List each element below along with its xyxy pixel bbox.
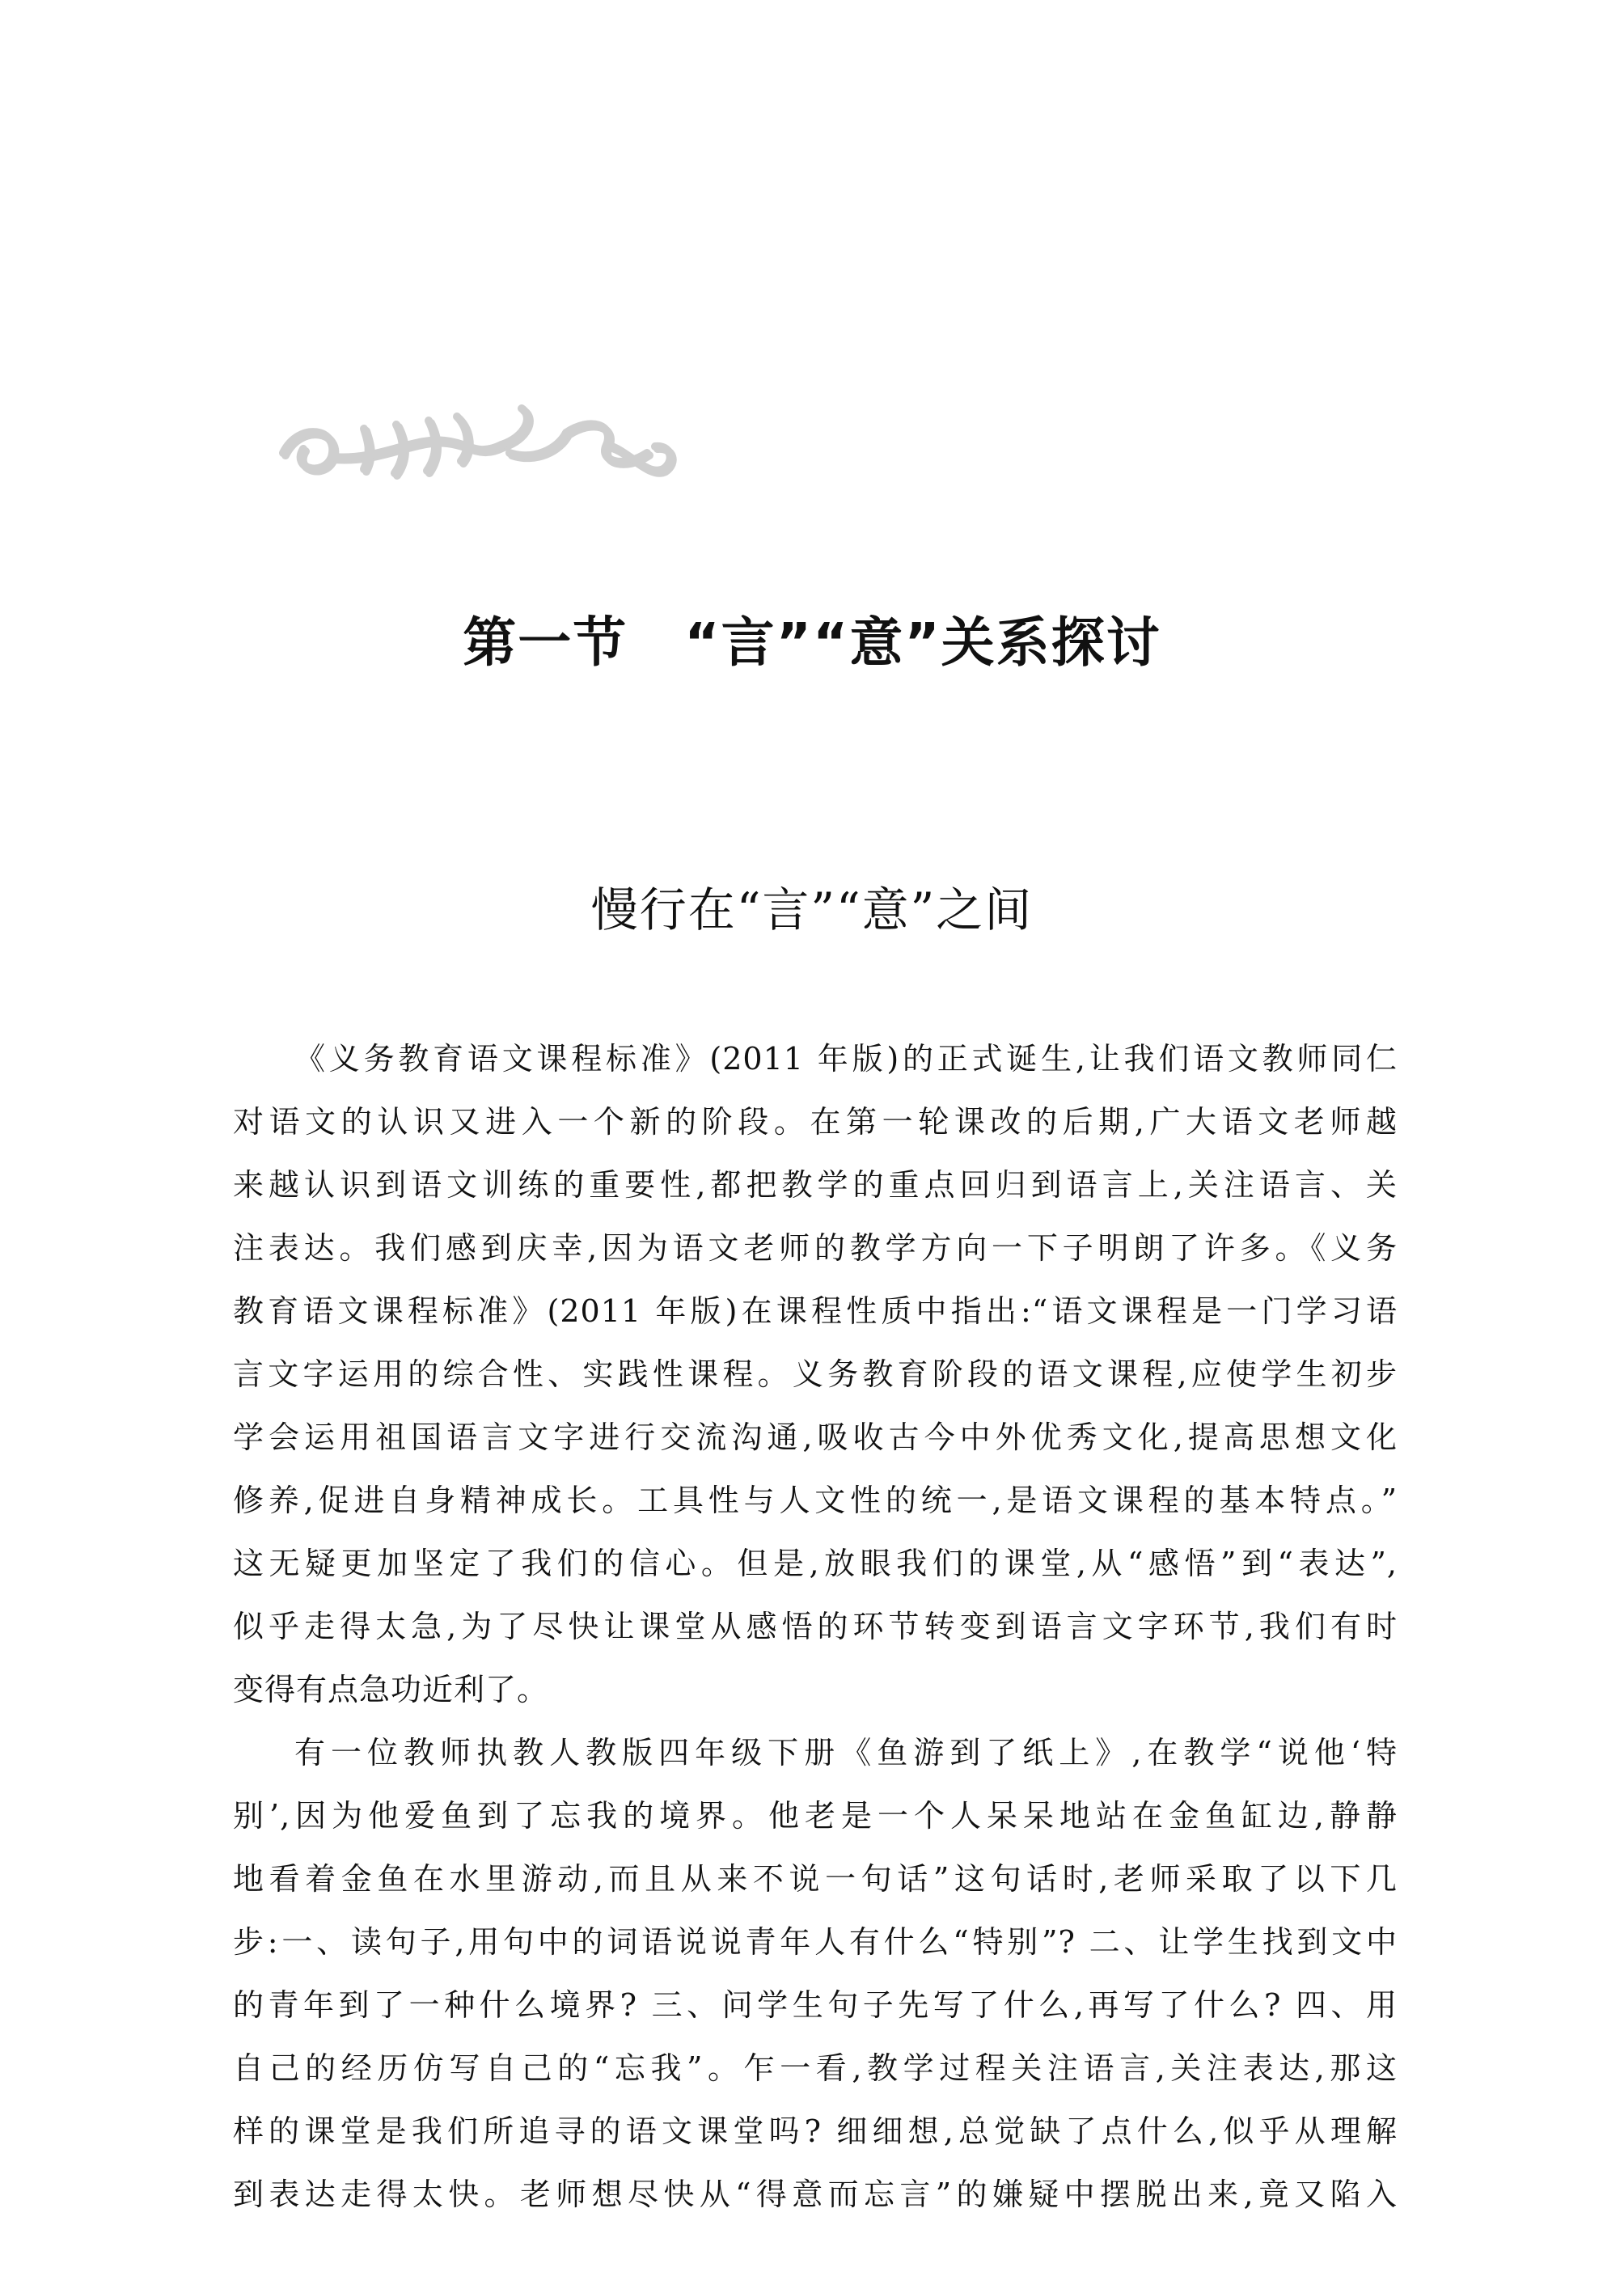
paragraph-1-line-2: 对语文的认识又进入一个新的阶段。在第一轮课改的后期,广大语文老师越	[233, 1104, 1398, 1140]
paragraph-1-line-4: 注表达。我们感到庆幸,因为语文老师的教学方向一下子明朗了许多。《义务	[233, 1230, 1398, 1266]
paragraph-1-line-7: 学会运用祖国语言文字进行交流沟通,吸收古今中外优秀文化,提高思想文化	[233, 1419, 1398, 1455]
flourish-leaf-4	[457, 417, 467, 461]
paragraph-1-line-1: 《义务教育语文课程标准》(2011 年版)的正式诞生,让我们语文教师同仁	[294, 1041, 1398, 1077]
section-title	[0, 607, 1624, 679]
section-topic: “言”“意”关系探讨	[684, 611, 1161, 674]
paragraph-2-line-5: 的青年到了一种什么境界? 三、问学生句子先写了什么,再写了什么? 四、用	[233, 1987, 1398, 2023]
paragraph-1-line-8: 修养,促进自身精神成长。工具性与人文性的统一,是语文课程的基本特点。”	[233, 1483, 1398, 1518]
flourish-leaf-1	[364, 429, 369, 469]
paragraph-1-line-9: 这无疑更加坚定了我们的信心。但是,放眼我们的课堂,从“感悟”到“表达”,	[233, 1546, 1398, 1581]
paragraph-1-line-10: 似乎走得太急,为了尽快让课堂从感悟的环节转变到语言文字环节,我们有时	[233, 1609, 1398, 1644]
paragraph-1-line-3: 来越认识到语文训练的重要性,都把教学的重点回归到语言上,关注语言、关	[233, 1167, 1398, 1203]
body-text	[233, 1027, 1398, 2226]
decorative-flourish-ornament	[267, 380, 687, 501]
paragraph-2-line-4: 步:一、读句子,用句中的词语说说青年人有什么“特别”? 二、让学生找到文中	[233, 1924, 1398, 1960]
paragraph-2-line-7: 样的课堂是我们所追寻的语文课堂吗? 细细想,总觉缺了点什么,似乎从理解	[233, 2113, 1398, 2149]
paragraph-1-line-5: 教育语文课程标准》(2011 年版)在课程性质中指出:“语文课程是一门学习语	[233, 1293, 1398, 1329]
paragraph-2-line-1: 有一位教师执教人教版四年级下册《鱼游到了纸上》,在教学“说他‘特	[294, 1735, 1398, 1771]
paragraph-2-line-6: 自己的经历仿写自己的“忘我”。乍一看,教学过程关注语言,关注表达,那这	[233, 2050, 1398, 2086]
paragraph-2-line-3: 地看着金鱼在水里游动,而且从来不说一句话”这句话时,老师采取了以下几	[233, 1861, 1398, 1897]
section-number: 第一节	[463, 611, 628, 674]
article-title: 慢行在“言”“意”之间	[590, 882, 1034, 937]
paragraph-1-line-6: 言文字运用的综合性、实践性课程。义务教育阶段的语文课程,应使学生初步	[233, 1356, 1398, 1392]
paragraph-1-line-11: 变得有点急功近利了。	[233, 1672, 549, 1707]
paragraph-2-line-8: 到表达走得太快。老师想尽快从“得意而忘言”的嫌疑中摆脱出来,竟又陷入	[233, 2177, 1398, 2212]
paragraph-2-line-2: 别’,因为他爱鱼到了忘我的境界。他老是一个人呆呆地站在金鱼缸边,静静	[233, 1798, 1398, 1834]
